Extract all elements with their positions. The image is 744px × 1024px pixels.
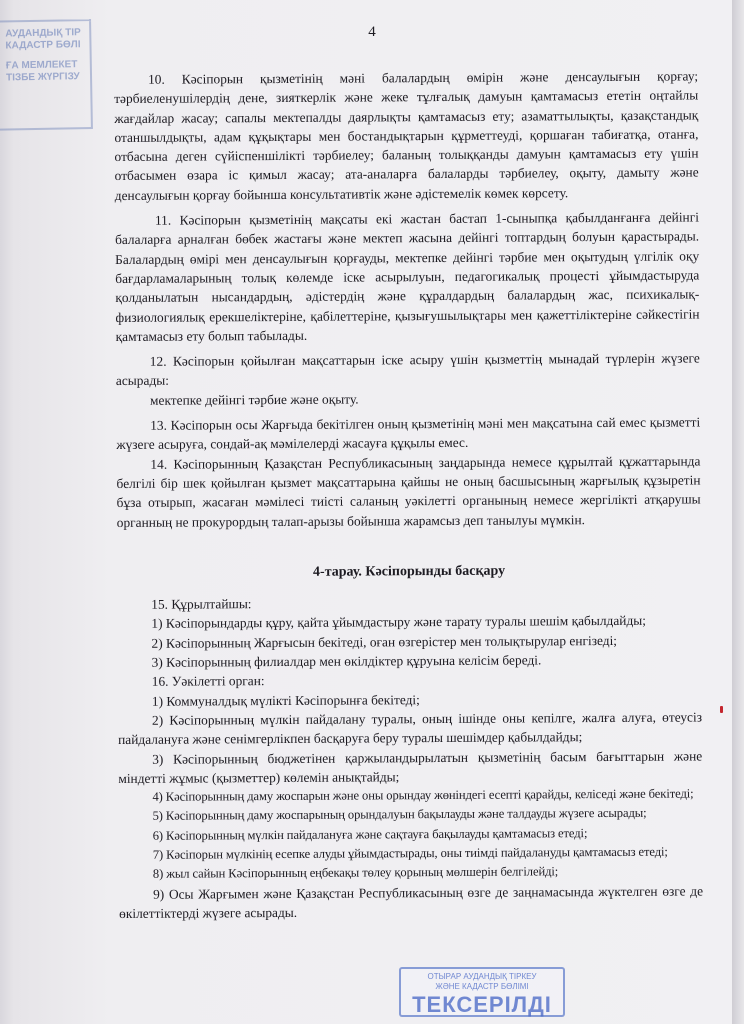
scan-gutter: [732, 0, 744, 1024]
paragraph-12: 12. Кәсіпорын қойылған мақсаттарын іске асыру үшін қызметтің мынадай түрлерін жүзеге асырады:: [115, 350, 700, 389]
bleed-stamp-line: АУДАНДЫҚ ТІР: [5, 27, 81, 40]
paragraph-12-item: мектепке дейінгі тәрбие және оқыту.: [149, 391, 359, 408]
list-item: 3) Кәсіпорынның филиалдар мен өкілдіктер құруына келісім береді.: [151, 652, 542, 670]
list-item: 5) Кәсіпорынның даму жоспарының орындалуын бақылауды және талдауды жүзеге асырады;: [152, 806, 647, 824]
stamp-title: ТЕКСЕРІЛДІ: [412, 992, 552, 1017]
paragraph-13: 13. Кәсіпорын осы Жарғыда бекітілген оның қызметінің мәні мен мақсатына сай емес қызметті жүзеге асыруға, сондай-ақ мәмілелерді жасауға құқылы емес.: [116, 414, 701, 453]
list-item: 2) Кәсіпорынның мүлкін пайдалану туралы, оның ішінде оны кепілге, жалға алуға, өтеусіз пайдалануға және сенімгерлікпен басқаруға беру туралы шешімдер қабылдайды;: [118, 709, 703, 748]
list-item: 9) Осы Жарғымен және Қазақстан Республикасының өзге де заңнамасында жүктелген өзге де өкілеттіктерді жүзеге асырады.: [119, 882, 704, 921]
list-item: 6) Кәсіпорынның мүлкін пайдалануға және сақтауға бақылауды қамтамасыз етеді;: [152, 825, 588, 843]
document-body: [114, 66, 703, 923]
list-item: 3) Кәсіпорынның бюджетінен қаржыландырылатын қызметінің басым бағыттарын және міндетті жұмыс (қызметтер) көлемін анықтайды;: [118, 747, 703, 786]
page-number: 4: [368, 24, 376, 40]
bleed-stamp-line: ҒА МЕМЛЕКЕТ: [5, 59, 78, 72]
list-item: 1) Кәсіпорындарды құру, қайта ұйымдастыру және тарату туралы шешім қабылдайды;: [151, 613, 647, 632]
red-ink-mark: [720, 706, 723, 713]
paragraph-16-title: 16. Уәкілетті орган:: [151, 673, 265, 690]
list-item: 2) Кәсіпорынның Жарғысын бекітеді, оған өзгерістер мен толықтырулар енгізеді;: [151, 632, 618, 651]
bleed-stamp-line: КАДАСТР БӨЛІ: [5, 39, 81, 52]
stamp-line: ОТЫРАР АУДАНДЫҚ ТІРКЕУ: [427, 972, 537, 981]
verification-stamp: [399, 967, 565, 1017]
list-item: 7) Кәсіпорын мүлкінің есепке алуды ұйымдастырады, оны тиімді пайдалануды қамтамасыз етеді;: [152, 844, 668, 862]
list-item: 4) Кәсіпорынның даму жоспарын және оны орындау жөніндегі есепті қарайды, келіседі және бекітеді;: [152, 786, 694, 804]
list-item: 8) жыл сайын Кәсіпорынның еңбекақы төлеу қорының мөлшерін белгілейді;: [152, 864, 559, 882]
bleed-stamp-line: ТІЗБЕ ЖҮРГІЗУ: [5, 71, 80, 84]
list-item: 1) Коммуналдық мүлікті Кәсіпорынға бекітеді;: [151, 691, 420, 709]
stamp-line: ЖӘНЕ КАДАСТР БӨЛІМІ: [435, 982, 529, 991]
paragraph-14: 14. Кәсіпорынның Қазақстан Республикасының заңдарында немесе құрылтай құжаттарында белгілі бір шек қойылған қызмет мақсаттарына қайшы не оның басшысының жарғылық құзыретін бұза отырып, жасаған мәмілесі тиісті саланың уәкілетті органының немесе жергілікті атқарушы органның не прокурордың талап-арызы бойынша жарамсыз деп танылуы мүмкін.: [116, 453, 701, 530]
paragraph-15-title: 15. Құрылтайшы:: [151, 596, 252, 612]
section-heading: 4-тарау. Кәсіпорынды басқару: [312, 563, 506, 580]
paragraph-11: 11. Кәсіпорын қызметінің мақсаты екі жастан бастап 1-сыныпқа қабылданғанға дейінгі балаларға арналған бөбек жастағы және мектеп жасына дейінгі топтардың болуын қарастырады. Балалардың өмірі мен денсаулығын қорғауды, мектепке дейінгі тәрбие мен оқытудың үлгілік оқу бағдарламаларының толық көлемде іске асырылуын, педагогикалық процесті ұйымдастыруда қолданылатын нысандардың, әдістердің және құралдардың балалардың жас, психикалық-физиологиялық ерекшеліктеріне, қабілеттеріне, қызығушылықтары мен қажеттіліктеріне сәйкестігін қамтамасыз ету болып табылады.: [114, 209, 700, 344]
paragraph-10: 10. Кәсіпорын қызметінің мәні балалардың өмірін және денсаулығын қорғау; тәрбиеленушілердің дене, зияткерлік және жеке тұлғалық дамуын қамтамасыз ететін оңтайлы жағдайлар жасау; сапалы мектепалды даярлықты қамтамасыз ету; азаматтылықты, қазақстандық отаншылдықты, адам құқықтары мен бостандықтарын құрметтеуді, қоршаған табиғатқа, отанға, отбасына деген сүйіспеншілікті тәрбиелеу; баланың толыққанды дамуын қамтамасыз ету үшін отбасымен өзара іс қимыл жасау; ата-аналарға балаларды тәрбиелеу, оқыту, дамыту және денсаулығын қорғау бойынша консультативтік және әдістемелік көмек көрсету.: [114, 68, 699, 203]
